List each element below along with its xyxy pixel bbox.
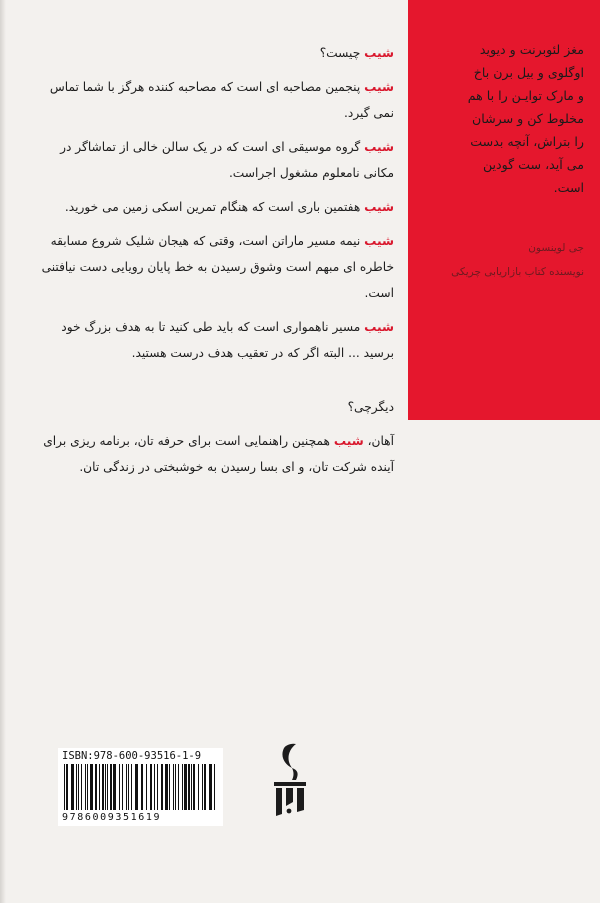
- definition-text: نیمه مسیر ماراتن است، وقتی که هیجان شلیک شروع مسابقه خاطره ای مبهم است وشوق رسیدن به خط پایان رویایی دست نیافتنی است.: [41, 234, 394, 300]
- keyword: شیب: [364, 200, 394, 214]
- quote-line: مخلوط کن و سرشان: [471, 111, 584, 126]
- barcode-bar: [165, 764, 168, 810]
- isbn-label: ISBN:978-600-93516-1-9: [62, 750, 202, 762]
- barcode-bar: [128, 764, 129, 810]
- barcode-bar: [209, 764, 212, 810]
- barcode-bar: [78, 764, 79, 810]
- definition-text: مسیر ناهمواری است که باید طی کنید تا به هدف بزرگ خود برسید ... البته اگر که در تعقیب هدف درست هستید.: [61, 320, 394, 360]
- definition-paragraph: [28, 314, 394, 366]
- keyword: شیب: [364, 234, 394, 248]
- keyword: شیب: [364, 320, 394, 334]
- barcode-bar: [173, 764, 174, 810]
- intro-question: [28, 40, 394, 66]
- barcode-bar: [161, 764, 163, 810]
- attribution-title: نویسنده کتاب بازاریابی چریکی: [451, 266, 584, 278]
- barcode-bar: [146, 764, 147, 810]
- keyword: شیب: [364, 80, 394, 94]
- definition-paragraph: [28, 228, 394, 306]
- barcode-bar: [66, 764, 68, 810]
- quote-line: است.: [553, 180, 584, 195]
- closing-question: دیگرچی؟: [347, 400, 394, 414]
- isbn-barcode: [58, 748, 223, 826]
- quote-line: را بتراش، آنچه بدست: [470, 134, 584, 149]
- definition-text: پنجمین مصاحبه ای است که مصاحبه کننده هرگز با شما تماس نمی گیرد.: [49, 80, 394, 120]
- barcode-bar: [141, 764, 143, 810]
- definition-paragraph: [28, 134, 394, 186]
- barcode-bar: [135, 764, 138, 810]
- barcode-bar: [169, 764, 170, 810]
- barcode-bar: [107, 764, 108, 810]
- barcode-bar: [95, 764, 97, 810]
- question-text: چیست؟: [319, 46, 361, 60]
- attribution-name: جی لوینسون: [528, 242, 584, 254]
- barcode-bar: [126, 764, 127, 810]
- barcode-bars: [62, 764, 220, 810]
- barcode-bar: [184, 764, 187, 810]
- publisher-logo-icon: [266, 740, 314, 822]
- barcode-bar: [182, 764, 183, 810]
- definition-text: هفتمین باری است که هنگام تمرین اسکی زمین می خورید.: [64, 200, 365, 214]
- barcode-bar: [122, 764, 123, 810]
- barcode-bar: [113, 764, 116, 810]
- barcode-bar: [110, 764, 112, 810]
- closing-prefix: آهان،: [363, 434, 394, 448]
- definition-paragraph: [28, 74, 394, 126]
- endorsement-quote: [412, 38, 584, 199]
- barcode-bar: [99, 764, 100, 810]
- barcode-bar: [71, 764, 74, 810]
- keyword: شیب: [364, 140, 394, 154]
- barcode-bar: [131, 764, 132, 810]
- barcode-bar: [193, 764, 195, 810]
- closing-paragraph: [28, 428, 394, 480]
- barcode-bar: [178, 764, 179, 810]
- quote-line: مغز لئوبرنت و دیوید: [479, 42, 584, 57]
- barcode-bar: [188, 764, 190, 810]
- barcode-bar: [154, 764, 155, 810]
- barcode-bar: [150, 764, 152, 810]
- keyword: شیب: [364, 46, 394, 60]
- barcode-bar: [214, 764, 215, 810]
- back-cover-body: [28, 40, 394, 488]
- page-edge-shadow: [0, 0, 6, 903]
- barcode-bar: [64, 764, 65, 810]
- definition-paragraph: [28, 194, 394, 220]
- endorsement-attribution: [412, 236, 584, 284]
- barcode-bar: [102, 764, 104, 810]
- barcode-bar: [119, 764, 120, 810]
- barcode-bar: [81, 764, 82, 810]
- paragraph-spacer: [28, 374, 394, 394]
- quote-line: می آید، ست گودین: [482, 157, 584, 172]
- barcode-bar: [191, 764, 192, 810]
- keyword: شیب: [333, 434, 364, 448]
- barcode-bar: [87, 764, 88, 810]
- barcode-bar: [202, 764, 203, 810]
- barcode-bar: [76, 764, 77, 810]
- quote-line: اوگلوی و بیل برن باخ: [473, 65, 584, 80]
- barcode-digits: 9786009351619: [62, 812, 162, 823]
- barcode-bar: [198, 764, 199, 810]
- barcode-bar: [90, 764, 93, 810]
- definition-text: گروه موسیقی ای است که در یک سالن خالی از تماشاگر در مکانی نامعلوم مشغول اجراست.: [60, 140, 394, 180]
- barcode-bar: [204, 764, 206, 810]
- quote-line: و مارک توایـن را با هم: [467, 88, 584, 103]
- barcode-bar: [85, 764, 86, 810]
- barcode-bar: [105, 764, 106, 810]
- closing-text: همچنین راهنمایی است برای حرفه تان، برنامه ریزی برای آینده شرکت تان، و ای بسا رسیدن به خوشبختی در زندگی تان.: [43, 434, 394, 474]
- barcode-bar: [157, 764, 158, 810]
- barcode-bar: [175, 764, 176, 810]
